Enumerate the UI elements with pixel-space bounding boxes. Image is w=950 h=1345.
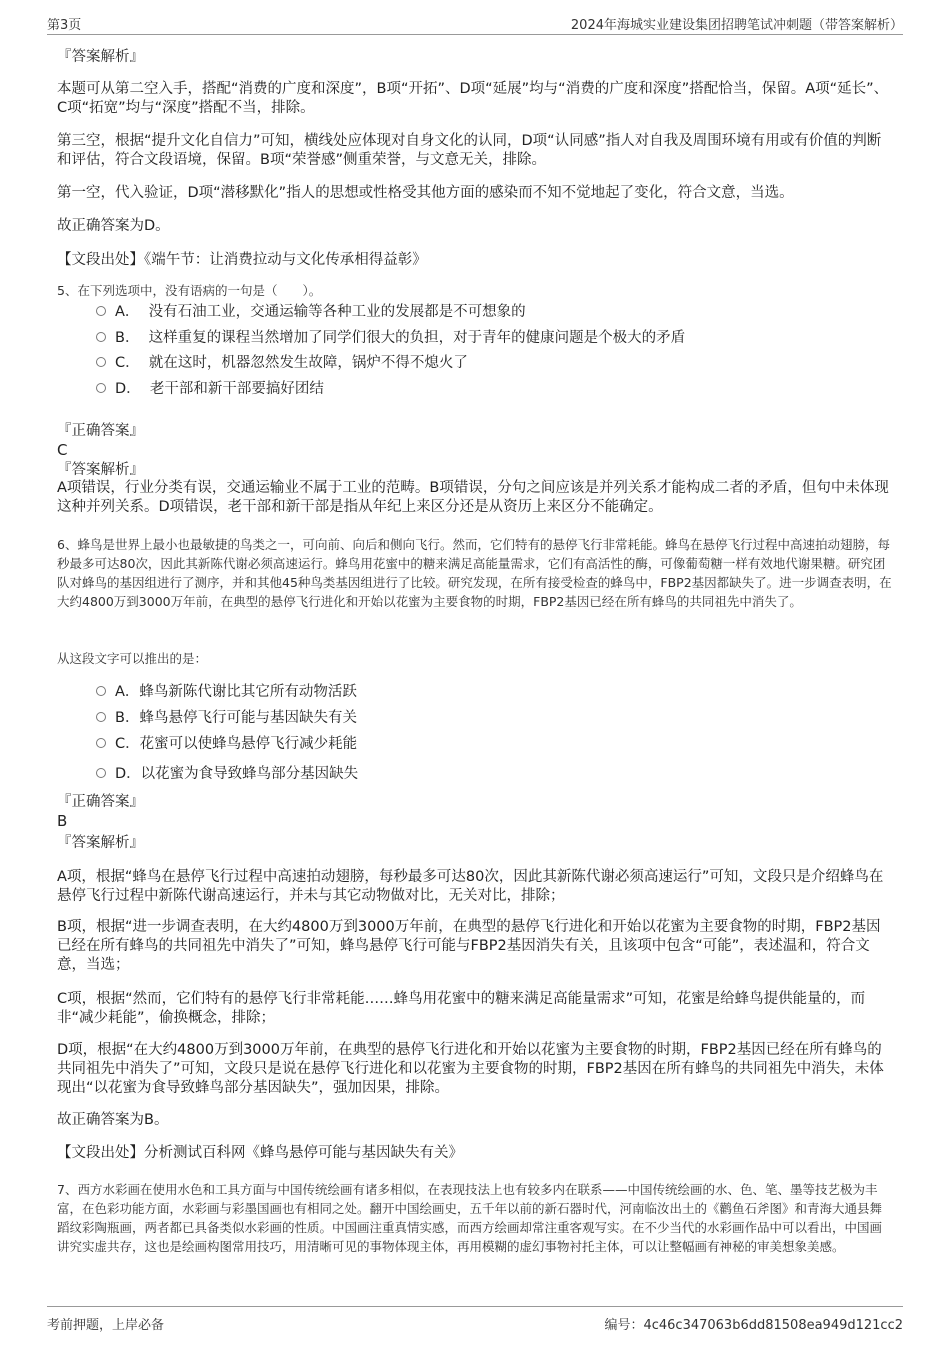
question-passage: 7、西方水彩画在使用水色和工具方面与中国传统绘画有诸多相似，在表现技法上也有较多内在联系——中国传统绘画的水、色、笔、墨等技艺极为丰富，在色彩功能方面，水彩画与彩墨国画也有相同之处。翻开中国绘画史，五千年以前的新石器时代，河南临汝出土的《鹳鱼石斧图》和青海大通县舞蹈纹彩陶瓶画，两者都已具备类似水彩画的性质。中国画注重真情实感，而西方绘画却常注重客观写实。在不少当代的水彩画作品中可以看出，中国画讲究实虚共存，这也是绘画构图常用技巧，用清晰可见的事物体现主体，再用模糊的虚幻事物衬托主体，可以让整幅画有神秘的审美想象美感。 bbox=[57, 1182, 883, 1254]
option-letter: D． bbox=[115, 766, 141, 782]
source-label: 【文段出处】 bbox=[57, 1145, 144, 1161]
analysis-paragraph: A项，根据“蜂鸟在悬停飞行过程中高速拍动翅膀，每秒最多可达80次，因此其新陈代谢必须高速运行”可知，文段只是介绍蜂鸟在悬停飞行过程中新陈代谢高速运行，并未与其它动物做对比，无关对比，排除； bbox=[57, 869, 884, 904]
option-text: 就在这时，机器忽然发生故障，锅炉不得不熄火了 bbox=[148, 355, 468, 371]
question-prompt: 从这段文字可以推出的是： bbox=[57, 651, 208, 666]
analysis-label: 『答案解析』 bbox=[57, 462, 144, 478]
option-a[interactable] bbox=[96, 302, 526, 322]
document-code bbox=[604, 1314, 903, 1333]
option-c[interactable] bbox=[96, 353, 468, 373]
source-line bbox=[57, 1144, 893, 1163]
option-text: 以花蜜为食导致蜂鸟部分基因缺失 bbox=[140, 766, 359, 782]
option-letter: B． bbox=[115, 330, 140, 346]
radio-icon[interactable] bbox=[96, 738, 106, 748]
source-text: 《端午节：让消费拉动与文化传承相得益彰》 bbox=[144, 252, 427, 268]
option-letter: B． bbox=[115, 710, 140, 726]
correct-answer-label: 『正确答案』 bbox=[57, 794, 144, 810]
page-number: 第3页 bbox=[47, 18, 82, 33]
analysis-paragraph: 第一空，代入验证，D项“潜移默化”指人的思想或性格受其他方面的感染而不知不觉地起了变化，符合文意，当选。 bbox=[57, 185, 794, 201]
option-d[interactable] bbox=[96, 379, 324, 399]
code-value: 4c46c347063b6dd81508ea949d121cc2 bbox=[643, 1318, 903, 1333]
option-a[interactable] bbox=[96, 682, 357, 702]
source-text: 分析测试百科网《蜂鸟悬停可能与基因缺失有关》 bbox=[144, 1145, 463, 1161]
radio-icon[interactable] bbox=[96, 686, 106, 696]
footer-slogan: 考前押题，上岸必备 bbox=[47, 1318, 165, 1333]
analysis-paragraph: 第三空，根据“提升文化自信力”可知，横线处应体现对自身文化的认同，D项“认同感”指人对自我及周围环境有用或有价值的判断和评估，符合文段语境，保留。B项“荣誉感”侧重荣誉，与文意无关，排除。 bbox=[57, 133, 882, 168]
source-label: 【文段出处】 bbox=[57, 252, 144, 268]
question-passage: 6、蜂鸟是世界上最小也最敏捷的鸟类之一，可向前、向后和侧向飞行。然而，它们特有的悬停飞行非常耗能。蜂鸟在悬停飞行过程中高速拍动翅膀，每秒最多可达80次，因此其新陈代谢必须高速运行。蜂鸟用花蜜中的糖来满足高能量需求，它们有高活性的酶，可像葡萄糖一样有效地代谢果糖。研究团队对蜂鸟的基因组进行了测序，并和其他45种鸟类基因组进行了比较。研究发现，在所有接受检查的蜂鸟中，FBP2基因都缺失了。进一步调查表明，在大约4800万到3000万年前，在典型的悬停飞行进化和开始以花蜜为主要食物的时期，FBP2基因已经在所有蜂鸟的共同祖先中消失了。 bbox=[57, 537, 892, 609]
correct-answer-value: C bbox=[57, 441, 68, 459]
radio-icon[interactable] bbox=[96, 383, 106, 393]
option-letter: C． bbox=[115, 355, 140, 371]
code-label: 编号： bbox=[604, 1318, 644, 1333]
conclusion: 故正确答案为B。 bbox=[57, 1112, 169, 1128]
option-b[interactable] bbox=[96, 328, 685, 348]
analysis-paragraph: 本题可从第二空入手，搭配“消费的广度和深度”，B项“开拓”、D项“延展”均与“消费的广度和深度”搭配恰当，保留。A项“延长”、C项“拓宽”均与“深度”搭配不当，排除。 bbox=[57, 81, 889, 116]
option-text: 花蜜可以使蜂鸟悬停飞行减少耗能 bbox=[139, 736, 358, 752]
option-letter: D． bbox=[115, 381, 141, 397]
option-letter: A． bbox=[115, 304, 140, 320]
radio-icon[interactable] bbox=[96, 712, 106, 722]
page-header bbox=[47, 12, 903, 35]
option-c[interactable] bbox=[96, 734, 357, 754]
radio-icon[interactable] bbox=[96, 768, 106, 778]
page-footer bbox=[47, 1306, 903, 1333]
option-text: 老干部和新干部要搞好团结 bbox=[149, 381, 324, 397]
option-text: 蜂鸟悬停飞行可能与基因缺失有关 bbox=[139, 710, 357, 726]
radio-icon[interactable] bbox=[96, 357, 106, 367]
question-stem: 5、在下列选项中，没有语病的一句是（ ）。 bbox=[57, 283, 322, 298]
correct-answer-label: 『正确答案』 bbox=[57, 423, 144, 439]
conclusion: 故正确答案为D。 bbox=[57, 218, 170, 234]
analysis-paragraph: D项，根据“在大约4800万到3000万年前，在典型的悬停飞行进化和开始以花蜜为主要食物的时期，FBP2基因已经在所有蜂鸟的共同祖先中消失了”可知，文段只是说在悬停飞行进化和以花蜜为主要食物的时期，FBP2基因在所有蜂鸟的共同祖先中消失，未体现出“以花蜜为食导致蜂鸟部分基因缺失”，强加因果，排除。 bbox=[57, 1042, 884, 1096]
option-text: 没有石油工业，交通运输等各种工业的发展都是不可想象的 bbox=[148, 304, 526, 320]
source-line bbox=[57, 251, 893, 270]
option-text: 蜂鸟新陈代谢比其它所有动物活跃 bbox=[139, 684, 357, 700]
option-letter: A． bbox=[115, 684, 140, 700]
analysis-label: 『答案解析』 bbox=[57, 835, 144, 851]
option-letter: C． bbox=[115, 736, 140, 752]
option-b[interactable] bbox=[96, 708, 357, 728]
option-d[interactable] bbox=[96, 764, 358, 784]
radio-icon[interactable] bbox=[96, 306, 106, 316]
correct-answer-value: B bbox=[57, 812, 68, 830]
analysis-paragraph: B项，根据“进一步调查表明，在大约4800万到3000万年前，在典型的悬停飞行进化和开始以花蜜为主要食物的时期，FBP2基因已经在所有蜂鸟的共同祖先中消失了”可知，蜂鸟悬停飞行可能与FBP2基因消失有关，且该项中包含“可能”，表述温和，符合文意，当选； bbox=[57, 919, 881, 973]
analysis-paragraph: C项，根据“然而，它们特有的悬停飞行非常耗能……蜂鸟用花蜜中的糖来满足高能量需求”可知，花蜜是给蜂鸟提供能量的，而非“减少耗能”，偷换概念，排除； bbox=[57, 991, 866, 1026]
document-title: 2024年海城实业建设集团招聘笔试冲刺题（带答案解析） bbox=[570, 18, 903, 33]
radio-icon[interactable] bbox=[96, 332, 106, 342]
analysis-paragraph: A项错误，行业分类有误，交通运输业不属于工业的范畴。B项错误，分句之间应该是并列关系才能构成二者的矛盾，但句中未体现这种并列关系。D项错误，老干部和新干部是指从年纪上来区分还是从资历上来区分不能确定。 bbox=[57, 480, 889, 515]
analysis-label: 『答案解析』 bbox=[57, 49, 144, 65]
option-text: 这样重复的课程当然增加了同学们很大的负担，对于青年的健康问题是个极大的矛盾 bbox=[148, 330, 686, 346]
